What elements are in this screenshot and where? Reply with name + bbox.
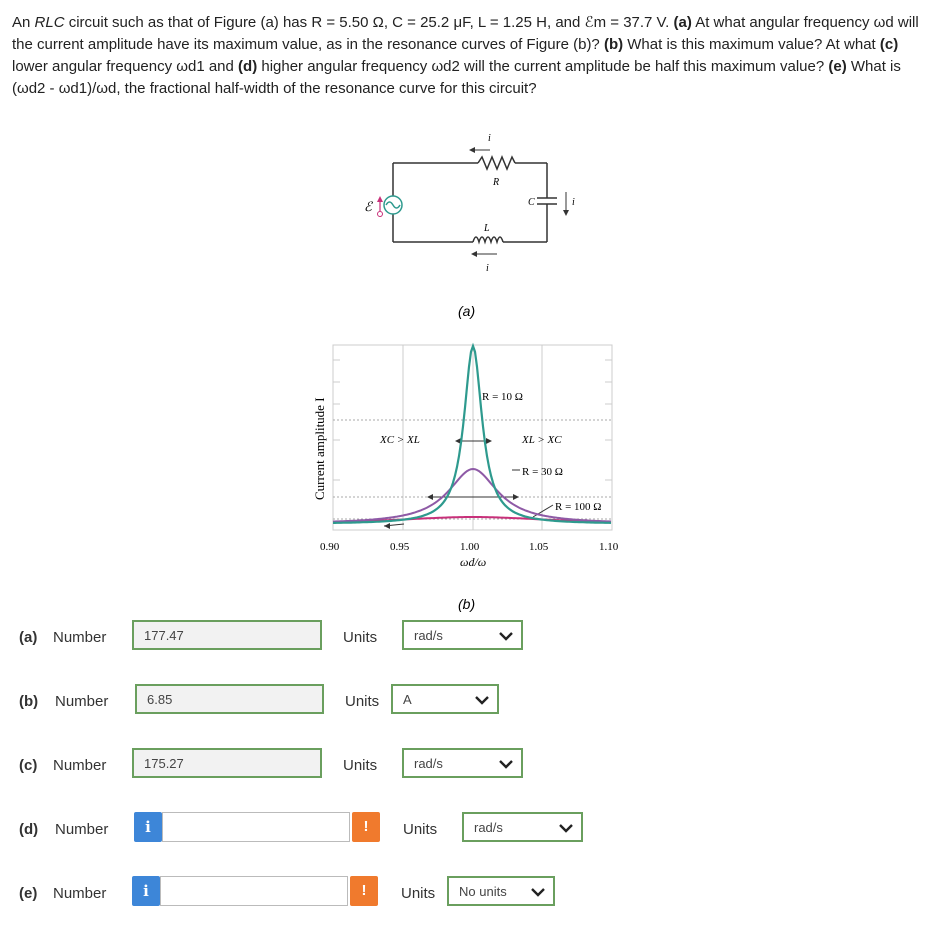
figure-a-caption: (a): [458, 303, 476, 319]
annotation-r30: R = 30 Ω: [522, 466, 563, 478]
selected-unit: A: [403, 692, 412, 707]
chevron-down-icon: [531, 885, 545, 899]
part-label: (e): [19, 885, 38, 902]
current-label-bottom: i: [486, 263, 489, 274]
selected-unit: rad/s: [414, 628, 443, 643]
answer-row-b: [0, 684, 930, 724]
selected-unit: No units: [459, 884, 507, 899]
units-label: Units: [343, 757, 378, 774]
circuit-diagram: [377, 147, 569, 257]
answer-e-units-select[interactable]: [447, 876, 555, 906]
answer-c-units-select[interactable]: [402, 748, 523, 778]
chevron-down-icon: [499, 757, 513, 771]
answer-b-units-select[interactable]: [391, 684, 499, 714]
annotation-xl-gt-xc: XL > XC: [522, 434, 562, 446]
y-axis-label: Current amplitude I: [312, 397, 327, 500]
answer-row-a: [0, 620, 930, 660]
answer-row-e: [0, 876, 930, 916]
number-label: Number: [55, 821, 109, 838]
current-label-right: i: [572, 197, 575, 208]
units-label: Units: [403, 821, 438, 838]
x-tick-5: 1.10: [599, 541, 619, 553]
current-label-top: i: [488, 133, 491, 144]
info-icon[interactable]: i: [132, 876, 160, 906]
answer-b-input[interactable]: 6.85: [135, 684, 324, 714]
x-tick-4: 1.05: [529, 541, 549, 553]
warning-icon: !: [352, 812, 380, 842]
selected-unit: rad/s: [414, 756, 443, 771]
part-label: (b): [19, 693, 39, 710]
question-text: An RLC circuit such as that of Figure (a) has R = 5.50 Ω, C = 25.2 μF, L = 1.25 H, and ℰm = 37.7 V. (a) At what angular frequency ωd will the current amplitude have its maximum value, as in the resonance curves of Figure (b)? (b) What is this maximum value? At what (c) lower angular frequency ωd1 and (d) higher angular frequency ωd2 will the current amplitude be half this maximum value? (e) What is (ωd2 - ωd1)/ωd, the fractional half-width of the resonance curve for this circuit?: [12, 14, 919, 97]
chevron-down-icon: [559, 821, 573, 835]
answer-a-units-select[interactable]: [402, 620, 523, 650]
answer-c-input[interactable]: 175.27: [132, 748, 322, 778]
units-label: Units: [343, 629, 378, 646]
x-tick-1: 0.90: [320, 541, 340, 553]
answer-row-c: [0, 748, 930, 788]
warning-icon: !: [350, 876, 378, 906]
number-label: Number: [53, 757, 107, 774]
resistor-label: R: [493, 177, 500, 188]
part-label: (c): [19, 757, 38, 774]
annotation-r100: R = 100 Ω: [555, 501, 602, 513]
selected-unit: rad/s: [474, 820, 503, 835]
answer-d-input[interactable]: [162, 812, 350, 842]
inductor-label: L: [484, 223, 490, 234]
x-tick-2: 0.95: [390, 541, 410, 553]
answer-row-d: [0, 812, 930, 852]
chevron-down-icon: [475, 693, 489, 707]
part-label: (d): [19, 821, 39, 838]
x-axis-label: ωd/ω: [460, 555, 487, 569]
inductor-symbol: [473, 237, 503, 242]
number-label: Number: [53, 885, 107, 902]
info-icon[interactable]: i: [134, 812, 162, 842]
number-label: Number: [53, 629, 107, 646]
number-label: Number: [55, 693, 109, 710]
annotation-r10: R = 10 Ω: [482, 391, 523, 403]
capacitor-label: C: [528, 197, 535, 208]
units-label: Units: [345, 693, 380, 710]
x-tick-3: 1.00: [460, 541, 480, 553]
answer-a-input[interactable]: 177.47: [132, 620, 322, 650]
units-label: Units: [401, 885, 436, 902]
answer-e-input[interactable]: [160, 876, 348, 906]
answer-d-units-select[interactable]: [462, 812, 583, 842]
resistor-symbol: [478, 157, 515, 169]
annotation-xc-gt-xl: XC > XL: [380, 434, 420, 446]
emf-label: ℰ: [364, 199, 372, 214]
figure-b-caption: (b): [458, 596, 476, 612]
chevron-down-icon: [499, 629, 513, 643]
part-label: (a): [19, 629, 38, 646]
